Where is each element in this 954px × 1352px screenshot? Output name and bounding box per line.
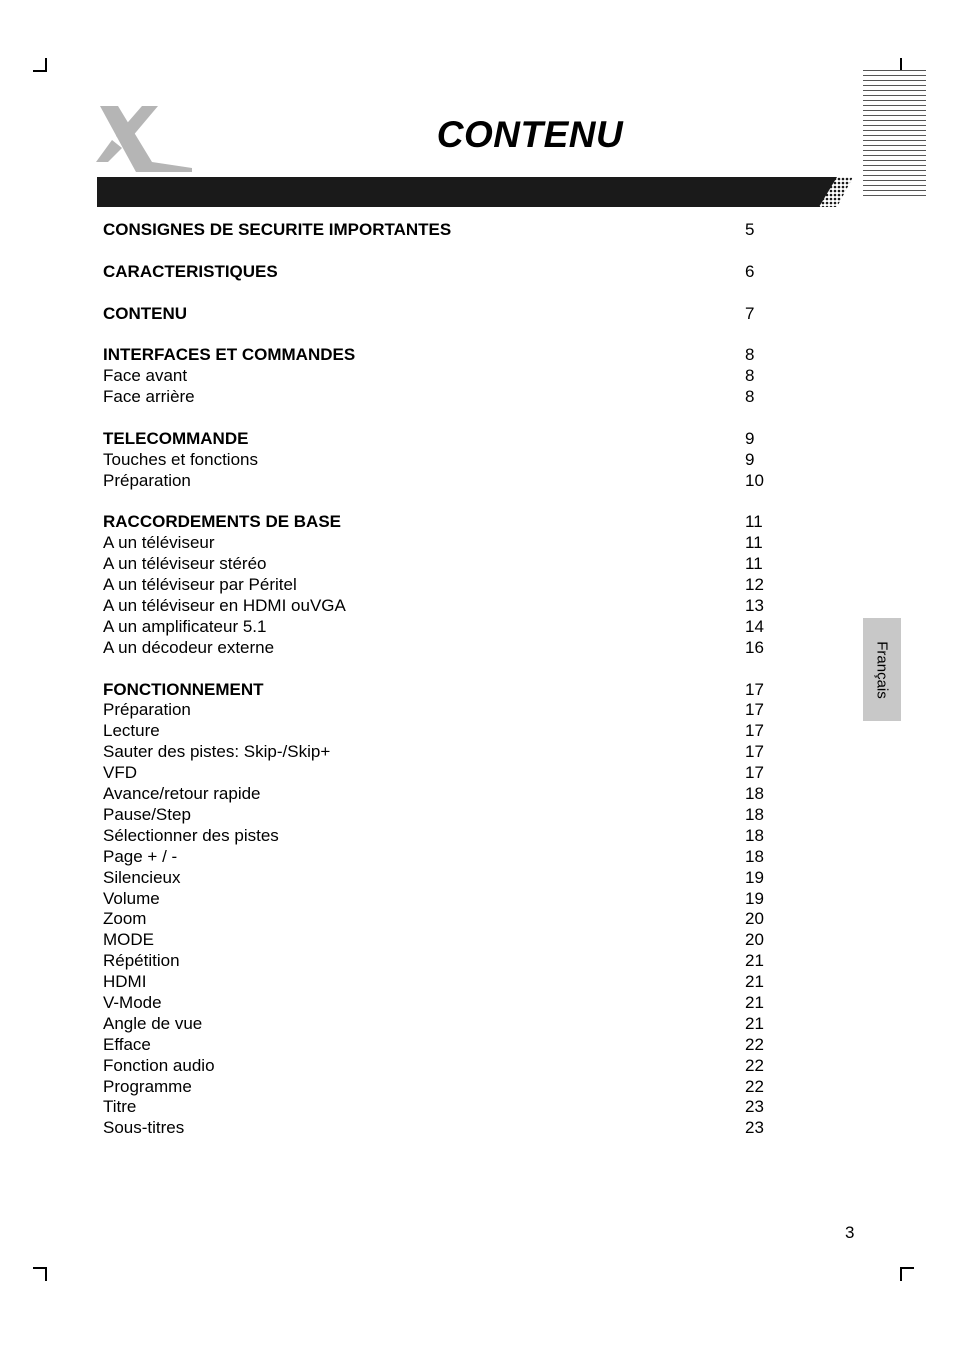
toc-page-number: 22 xyxy=(745,1055,764,1075)
toc-page-number: 21 xyxy=(745,992,764,1012)
toc-page-number: 20 xyxy=(745,909,764,929)
toc-label: CARACTERISTIQUES xyxy=(103,261,278,281)
language-tab xyxy=(863,618,901,721)
toc-page-number: 18 xyxy=(745,804,764,824)
toc-label: Face arrière xyxy=(103,387,195,407)
toc-entry xyxy=(103,1035,803,1056)
toc-label: Face avant xyxy=(103,366,188,386)
crop-mark-bottom-left xyxy=(33,1267,47,1281)
toc-label: Avance/retour rapide xyxy=(103,784,261,804)
toc-page-number: 19 xyxy=(745,888,764,908)
toc-page-number: 8 xyxy=(745,366,755,386)
toc-page-number: 18 xyxy=(745,825,764,845)
toc-label: Répétition xyxy=(103,951,180,971)
toc-page-number: 22 xyxy=(745,1076,764,1096)
toc-page-number: 17 xyxy=(745,763,764,783)
crop-mark-bottom-right xyxy=(900,1267,914,1281)
toc-label: Zoom xyxy=(103,909,147,929)
toc-entry xyxy=(103,1097,803,1118)
toc-page-number: 22 xyxy=(745,1034,764,1054)
toc-page-number: 9 xyxy=(745,449,755,469)
toc-page-number: 10 xyxy=(745,470,764,490)
toc-page-number: 6 xyxy=(745,261,755,281)
header-bar xyxy=(97,177,853,207)
toc-label: HDMI xyxy=(103,972,147,992)
toc-entry xyxy=(103,909,803,930)
toc-entry xyxy=(103,533,803,554)
toc-label: Angle de vue xyxy=(103,1013,203,1033)
toc-page-number: 17 xyxy=(745,742,764,762)
toc-label: A un téléviseur stéréo xyxy=(103,554,267,574)
toc-label: Titre xyxy=(103,1097,137,1117)
toc-entry xyxy=(103,951,803,972)
toc-entry xyxy=(103,721,803,742)
toc-entry xyxy=(103,638,803,659)
toc-label: CONTENU xyxy=(103,303,188,323)
toc-page-number: 19 xyxy=(745,867,764,887)
toc-label: Fonction audio xyxy=(103,1055,215,1075)
toc-page-number: 17 xyxy=(745,679,764,699)
toc-entry xyxy=(103,450,803,471)
toc-page-number: 21 xyxy=(745,972,764,992)
toc-label: Lecture xyxy=(103,721,160,741)
toc-page-number: 20 xyxy=(745,930,764,950)
toc-page-number: 13 xyxy=(745,596,764,616)
toc-entry xyxy=(103,554,803,575)
crop-mark-top-left xyxy=(33,58,47,72)
toc-page-number: 21 xyxy=(745,1013,764,1033)
toc-entry xyxy=(103,575,803,596)
toc-label: Page + / - xyxy=(103,846,178,866)
toc-label: Sauter des pistes: Skip-/Skip+ xyxy=(103,742,331,762)
toc-label: FONCTIONNEMENT xyxy=(103,679,264,699)
toc-entry xyxy=(103,868,803,889)
toc-entry xyxy=(103,1077,803,1098)
toc-section xyxy=(103,680,803,701)
toc-label: Préparation xyxy=(103,700,191,720)
toc-page-number: 12 xyxy=(745,575,764,595)
toc-page-number: 23 xyxy=(745,1118,764,1138)
toc-section xyxy=(103,304,803,325)
toc-entry xyxy=(103,700,803,721)
toc-label: V-Mode xyxy=(103,992,162,1012)
toc-entry xyxy=(103,366,803,387)
toc-section xyxy=(103,262,803,283)
toc-section xyxy=(103,429,803,450)
toc-page-number: 21 xyxy=(745,951,764,971)
table-of-contents xyxy=(103,220,803,1139)
toc-label: VFD xyxy=(103,763,137,783)
language-tab-label: Français xyxy=(873,640,891,699)
toc-page-number: 11 xyxy=(745,554,763,574)
toc-label: Efface xyxy=(103,1034,151,1054)
toc-entry xyxy=(103,1118,803,1139)
toc-entry xyxy=(103,763,803,784)
toc-page-number: 17 xyxy=(745,721,764,741)
toc-entry xyxy=(103,847,803,868)
toc-page-number: 5 xyxy=(745,220,755,239)
toc-entry xyxy=(103,617,803,638)
toc-label: A un amplificateur 5.1 xyxy=(103,616,267,636)
toc-page-number: 14 xyxy=(745,616,764,636)
toc-section xyxy=(103,345,803,366)
toc-page-number: 18 xyxy=(745,784,764,804)
toc-label: Pause/Step xyxy=(103,804,191,824)
toc-entry xyxy=(103,972,803,993)
toc-label: A un téléviseur par Péritel xyxy=(103,575,297,595)
decorative-stripes xyxy=(863,70,926,200)
toc-entry xyxy=(103,596,803,617)
toc-label: A un téléviseur en HDMI ouVGA xyxy=(103,596,346,616)
toc-entry xyxy=(103,784,803,805)
toc-label: Volume xyxy=(103,888,160,908)
page-number: 3 xyxy=(845,1223,855,1242)
toc-label: Préparation xyxy=(103,470,191,490)
brand-logo xyxy=(96,106,192,172)
toc-entry xyxy=(103,826,803,847)
toc-label: Sélectionner des pistes xyxy=(103,825,279,845)
toc-label: Touches et fonctions xyxy=(103,449,258,469)
page-title: CONTENU xyxy=(436,114,624,155)
toc-label: CONSIGNES DE SECURITE IMPORTANTES xyxy=(103,220,452,239)
toc-entry xyxy=(103,471,803,492)
toc-page-number: 18 xyxy=(745,846,764,866)
toc-entry xyxy=(103,993,803,1014)
toc-label: TELECOMMANDE xyxy=(103,428,249,448)
toc-page-number: 11 xyxy=(745,512,763,532)
toc-page-number: 9 xyxy=(745,428,755,448)
toc-page-number: 7 xyxy=(745,303,755,323)
toc-entry xyxy=(103,889,803,910)
toc-label: Sous-titres xyxy=(103,1118,185,1138)
toc-label: MODE xyxy=(103,930,154,950)
toc-page-number: 16 xyxy=(745,637,764,657)
toc-entry xyxy=(103,1056,803,1077)
toc-label: Programme xyxy=(103,1076,192,1096)
toc-page-number: 17 xyxy=(745,700,764,720)
toc-page-number: 8 xyxy=(745,387,755,407)
toc-label: A un téléviseur xyxy=(103,533,215,553)
toc-entry xyxy=(103,930,803,951)
toc-label: Silencieux xyxy=(103,867,181,887)
toc-entry xyxy=(103,1014,803,1035)
toc-page-number: 11 xyxy=(745,533,763,553)
toc-label: INTERFACES ET COMMANDES xyxy=(103,345,356,365)
toc-label: A un décodeur externe xyxy=(103,637,275,657)
toc-page-number: 8 xyxy=(745,345,755,365)
toc-entry xyxy=(103,805,803,826)
toc-entry xyxy=(103,742,803,763)
toc-section xyxy=(103,512,803,533)
toc-page-number: 23 xyxy=(745,1097,764,1117)
toc-entry xyxy=(103,387,803,408)
toc-label: RACCORDEMENTS DE BASE xyxy=(103,512,342,532)
toc-section xyxy=(103,220,803,241)
